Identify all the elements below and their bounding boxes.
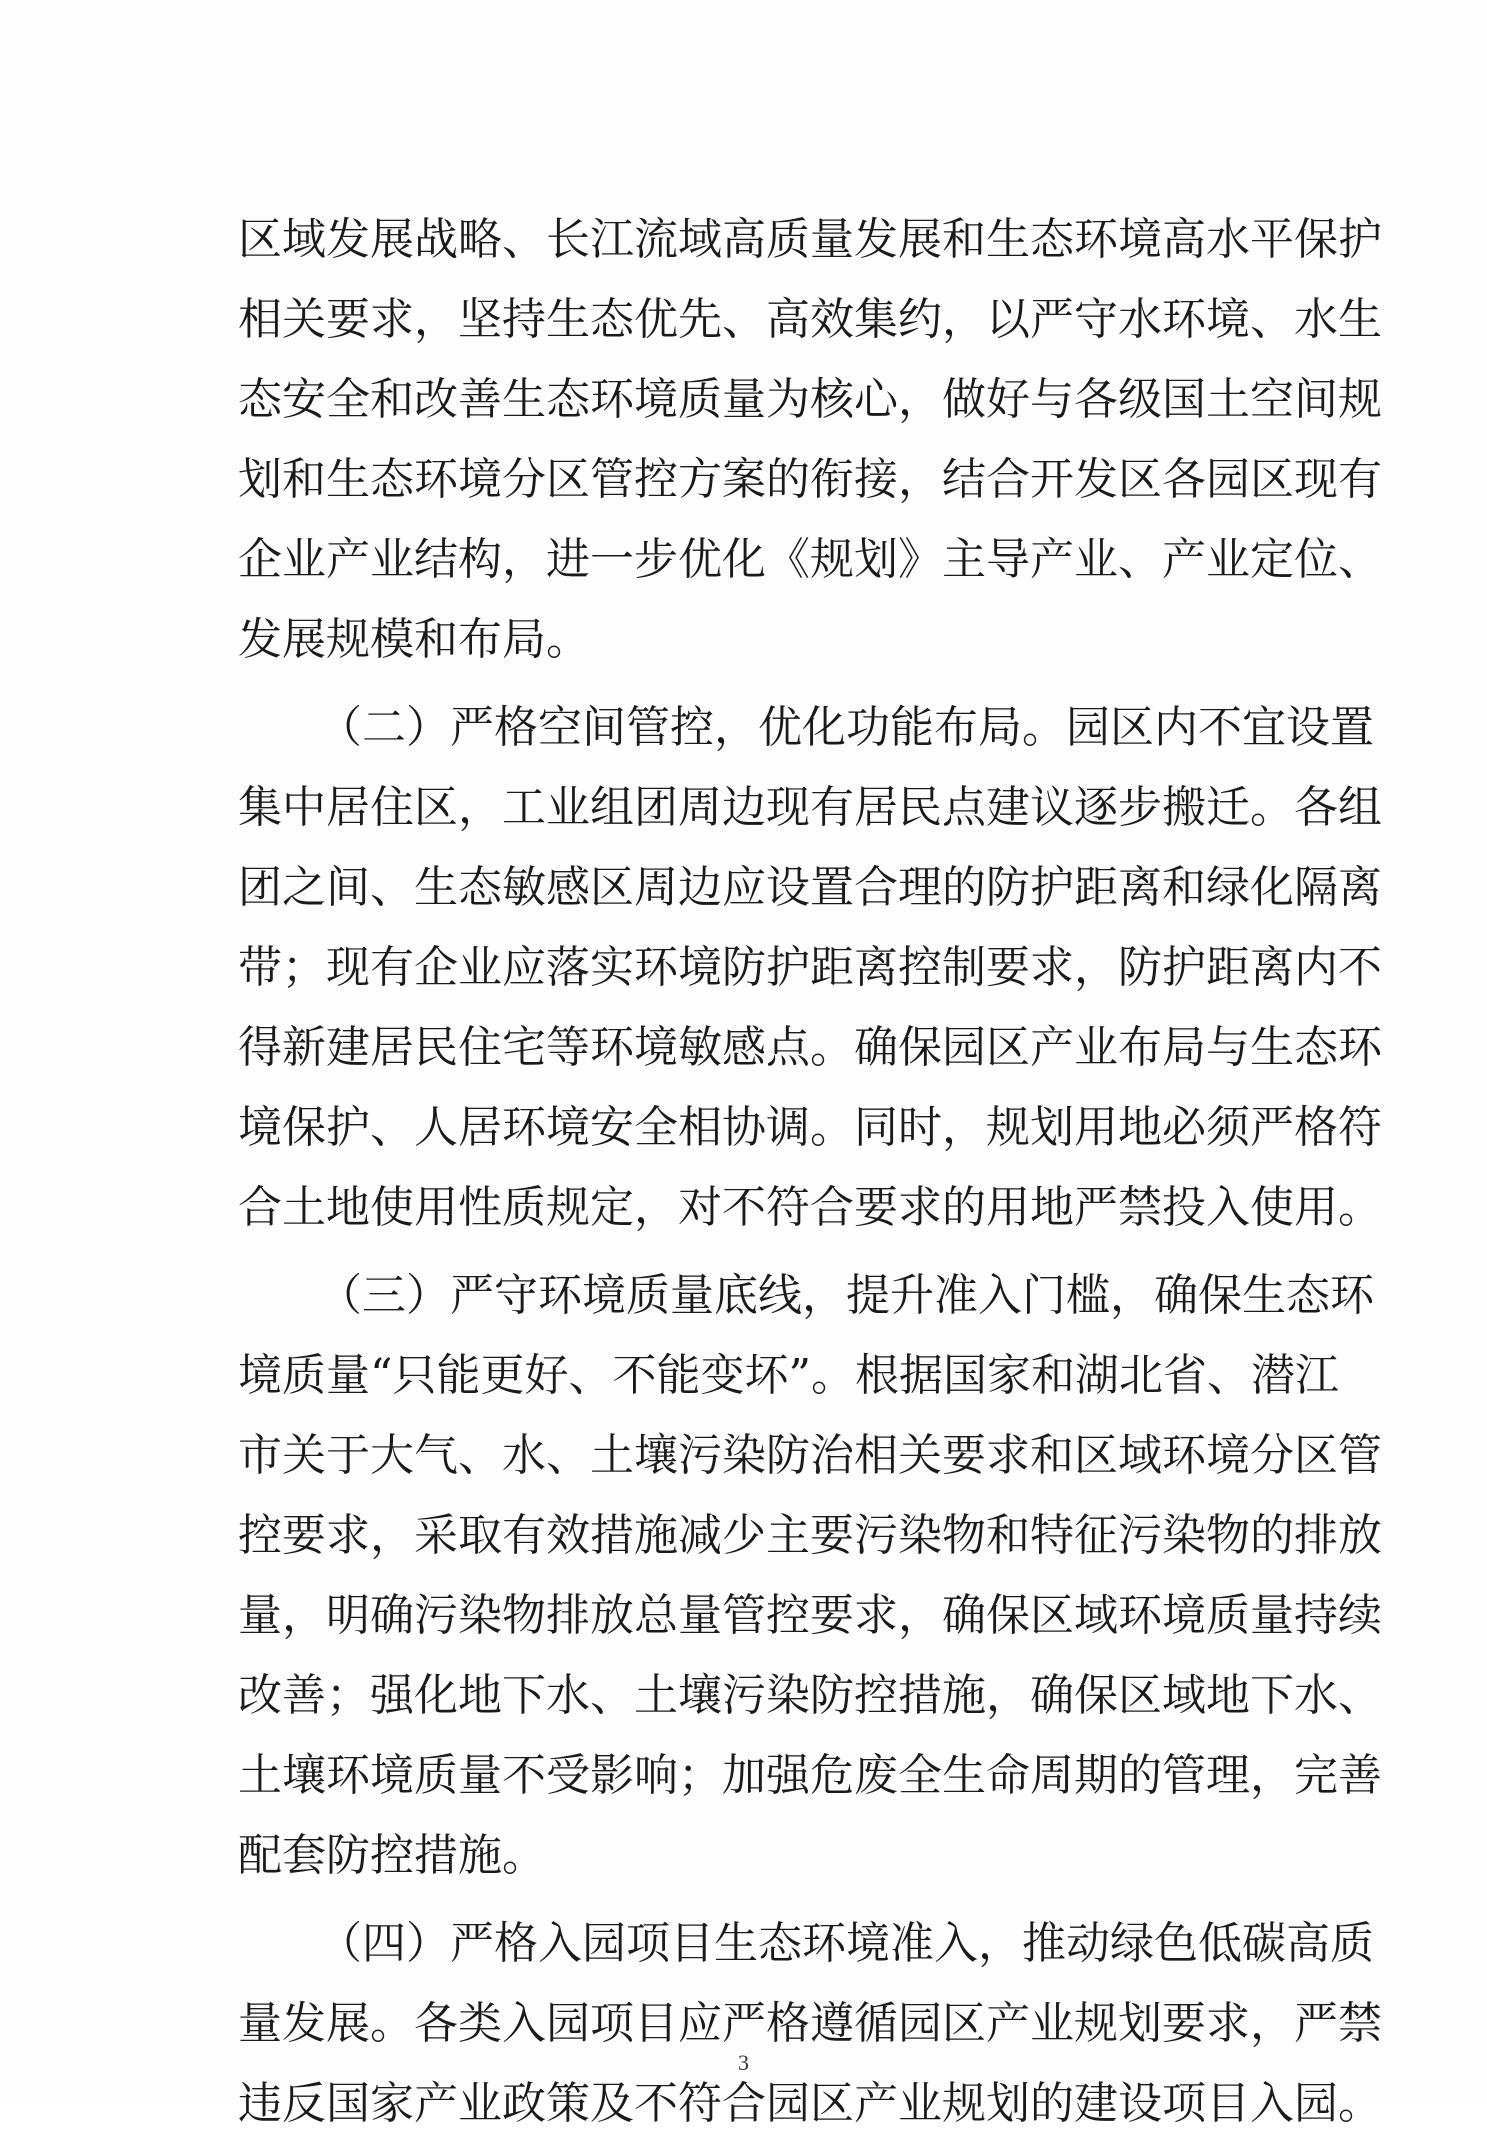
text-line: 改善；强化地下水、土壤污染防控措施，确保区域地下水、 [238,1670,1382,1721]
text-line: 境质量“只能更好、不能变坏”。根据国家和湖北省、潜江 [238,1350,1339,1401]
text-line: 控要求，采取有效措施减少主要污染物和特征污染物的排放 [238,1510,1382,1561]
text-line: 土壤环境质量不受影响；加强危废全生命周期的管理，完善 [238,1750,1382,1801]
text-line: 集中居住区，工业组团周边现有居民点建议逐步搬迁。各组 [238,782,1382,833]
text-line: 态安全和改善生态环境质量为核心，做好与各级国土空间规 [238,374,1382,425]
text-line: 合土地使用性质规定，对不符合要求的用地严禁投入使用。 [238,1182,1382,1233]
text-line: 违反国家产业政策及不符合园区产业规划的建设项目入园。 [238,2078,1382,2129]
text-line: 量，明确污染物排放总量管控要求，确保区域环境质量持续 [238,1590,1382,1641]
paragraph-first-line: （三）严守环境质量底线，提升准入门槛，确保生态环 [318,1270,1374,1321]
text-line: 配套防控措施。 [238,1830,546,1881]
text-line: 市关于大气、水、土壤污染防治相关要求和区域环境分区管 [238,1430,1382,1481]
paragraph-first-line: （四）严格入园项目生态环境准入，推动绿色低碳高质 [318,1918,1374,1969]
text-line: 发展规模和布局。 [238,614,590,665]
text-line: 团之间、生态敏感区周边应设置合理的防护距离和绿化隔离 [238,862,1382,913]
text-line: 划和生态环境分区管控方案的衔接，结合开发区各园区现有 [238,454,1382,505]
text-line: 带；现有企业应落实环境防护距离控制要求，防护距离内不 [238,942,1382,993]
text-line: 境保护、人居环境安全相协调。同时，规划用地必须严格符 [238,1102,1382,1153]
page-number: 3 [738,2050,749,2075]
text-line: 量发展。各类入园项目应严格遵循园区产业规划要求，严禁 [238,1998,1382,2049]
text-line: 相关要求，坚持生态优先、高效集约，以严守水环境、水生 [238,294,1382,345]
text-line: 得新建居民住宅等环境敏感点。确保园区产业布局与生态环 [238,1022,1382,1073]
text-line: 企业产业结构，进一步优化《规划》主导产业、产业定位、 [238,534,1382,585]
text-line: 区域发展战略、长江流域高质量发展和生态环境高水平保护 [238,214,1382,265]
paragraph-first-line: （二）严格空间管控，优化功能布局。园区内不宜设置 [318,702,1374,753]
